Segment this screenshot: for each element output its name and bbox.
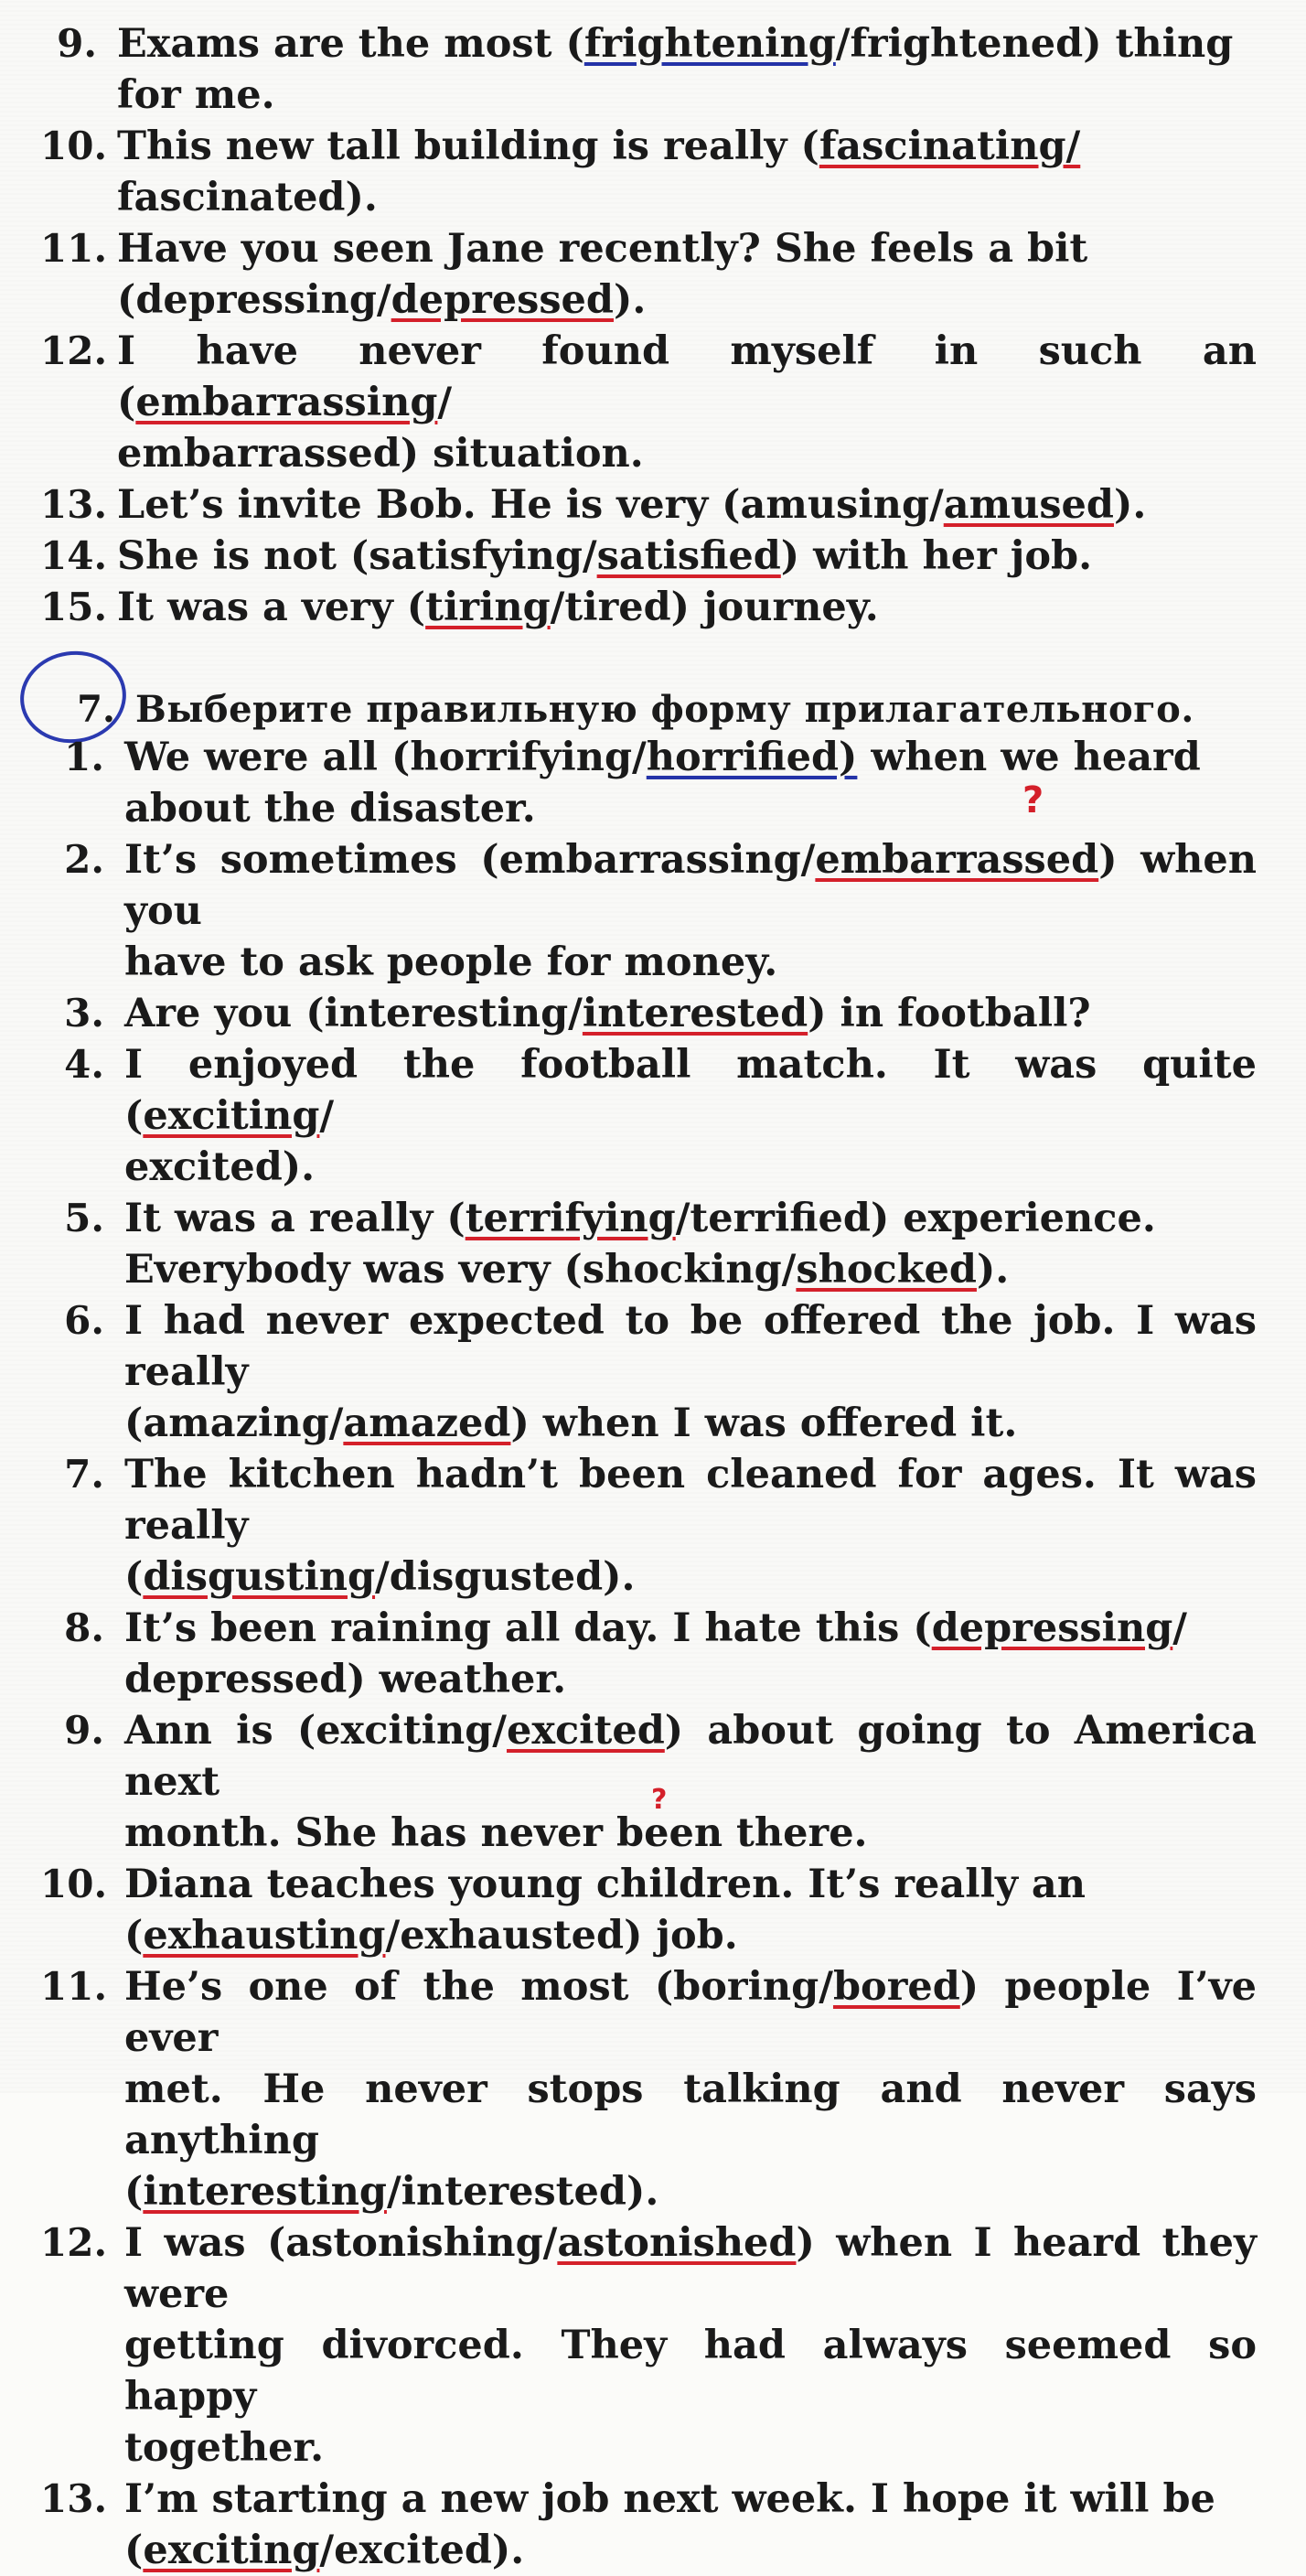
item-number: 13. — [40, 2476, 108, 2521]
item-number: 2. — [64, 837, 104, 882]
text-segment: Everybody was very (shocking/ — [124, 1247, 797, 1293]
text-segment: The kitchen hadn’t been cleaned for ages. It was really — [124, 1452, 1257, 1549]
underlined-answer: exciting — [143, 1093, 320, 1139]
exercise-item — [40, 479, 1257, 531]
underlined-answer: amused — [943, 482, 1114, 528]
text-line — [124, 1398, 1257, 1449]
underlined-answer: embarrassing — [135, 380, 438, 425]
text-line — [117, 223, 1257, 274]
item-text — [104, 1961, 1257, 2217]
item-number: 7. — [64, 1452, 104, 1497]
underlined-answer: interested — [582, 991, 808, 1036]
text-segment: I enjoyed the football match. It was quite ( — [124, 1042, 1257, 1139]
text-segment: /frightened) thing — [835, 21, 1234, 67]
text-line — [124, 2064, 1257, 2166]
text-segment: when we heard — [857, 735, 1201, 780]
item-number: 12. — [40, 328, 108, 373]
text-line — [117, 428, 1257, 479]
text-segment: I have never found myself in such an ( — [117, 328, 1257, 425]
text-segment: It was a really ( — [124, 1196, 466, 1241]
text-segment: depressed) weather. — [124, 1657, 567, 1702]
text-segment: (amazing/ — [124, 1401, 344, 1446]
item-text — [104, 834, 1257, 988]
underlined-answer: shocked — [796, 1247, 977, 1293]
text-segment: It’s sometimes (embarrassing/ — [124, 837, 816, 883]
text-segment: ) people I’ve ever — [124, 1964, 1257, 2061]
item-number: 5. — [64, 1196, 104, 1240]
exercise-item — [40, 121, 1257, 223]
item-text — [104, 1295, 1257, 1449]
text-segment: ) about going to America next — [124, 1708, 1257, 1805]
underlined-answer: depressed — [391, 277, 614, 323]
exercise-item — [40, 2217, 1257, 2474]
text-segment: I was (astonishing/ — [124, 2220, 558, 2266]
text-segment: together. — [124, 2425, 325, 2471]
item-text — [104, 1039, 1257, 1193]
text-line — [124, 1603, 1257, 1654]
text-line — [124, 1961, 1257, 2064]
exercise-part-1 — [40, 18, 1257, 633]
underlined-answer: excited — [506, 1708, 665, 1754]
item-number: 11. — [40, 1964, 108, 2009]
item-text — [104, 1449, 1257, 1603]
underlined-answer: embarrassed — [815, 837, 1099, 883]
item-number: 11. — [40, 226, 108, 271]
exercise-item — [40, 1961, 1257, 2217]
item-text — [104, 732, 1257, 834]
text-line — [117, 479, 1257, 531]
item-text — [97, 479, 1257, 531]
text-segment: / — [319, 1093, 335, 1139]
underlined-answer: exhausting — [143, 1913, 386, 1959]
item-number: 9. — [57, 21, 97, 66]
text-segment: She is not (satisfying/ — [117, 533, 597, 579]
underlined-answer: frightening — [583, 21, 836, 67]
text-segment: ) when I was offered it. — [510, 1401, 1018, 1446]
item-number: 8. — [64, 1605, 104, 1650]
text-line — [124, 1808, 1257, 1859]
exercise-item — [40, 223, 1257, 326]
text-segment: /tired) journey. — [550, 585, 879, 630]
exercise-item — [40, 1705, 1257, 1859]
text-line — [117, 274, 1257, 326]
item-number: 15. — [40, 585, 108, 629]
text-line — [124, 2217, 1257, 2320]
exercise-item — [40, 1859, 1257, 1961]
text-line — [124, 2525, 1257, 2576]
text-segment: for me. — [117, 72, 275, 118]
text-segment: /excited). — [319, 2528, 525, 2573]
text-line — [124, 1295, 1257, 1398]
text-line — [117, 582, 1257, 633]
text-segment: ). — [1113, 482, 1147, 528]
text-segment: Diana teaches young children. It’s really an — [124, 1862, 1087, 1907]
exercise-item — [40, 531, 1257, 582]
text-line — [117, 326, 1257, 428]
text-line — [124, 1449, 1257, 1551]
underlined-answer: depressing — [931, 1605, 1173, 1651]
text-segment: We were all (horrifying/ — [124, 735, 647, 780]
underlined-answer: amazed — [343, 1401, 511, 1446]
text-segment: Have you seen Jane recently? She feels a bit — [117, 226, 1088, 272]
text-segment: ( — [124, 2169, 144, 2215]
item-text — [97, 326, 1257, 479]
item-number: 3. — [64, 991, 104, 1036]
section-heading — [57, 679, 1246, 739]
text-segment: Exams are the most ( — [117, 21, 584, 67]
text-segment: /exhausted) job. — [385, 1913, 738, 1959]
text-line — [124, 2166, 1257, 2217]
item-number: 9. — [64, 1708, 104, 1753]
text-segment: / — [1172, 1605, 1188, 1651]
text-line — [117, 18, 1257, 70]
text-segment: (depressing/ — [117, 277, 391, 323]
item-text — [104, 1859, 1257, 1961]
text-line — [124, 2320, 1257, 2422]
exercise-item — [40, 988, 1257, 1039]
text-segment: He’s one of the most (boring/ — [124, 1964, 833, 2010]
item-number: 13. — [40, 482, 108, 527]
exercise-item — [40, 1039, 1257, 1193]
text-segment: It’s been raining all day. I hate this ( — [124, 1605, 932, 1651]
text-line — [124, 2474, 1257, 2525]
text-segment: / — [437, 380, 453, 425]
text-segment: embarrassed) situation. — [117, 431, 644, 477]
text-segment: /disgusted). — [375, 1554, 636, 1600]
item-text — [97, 582, 1257, 633]
text-segment: getting divorced. They had always seemed so happy — [124, 2323, 1257, 2420]
underlined-answer: disgusting — [143, 1554, 376, 1600]
exercise-item — [40, 582, 1257, 633]
underlined-answer: terrifying — [465, 1196, 676, 1241]
section-number: 7. — [77, 687, 115, 731]
underlined-answer: interesting — [143, 2169, 387, 2215]
item-text — [104, 1705, 1257, 1859]
exercise-item — [40, 18, 1257, 121]
text-line — [124, 1039, 1257, 1142]
text-segment: I’m starting a new job next week. I hope it will be — [124, 2476, 1215, 2522]
text-segment: ) in football? — [808, 991, 1091, 1036]
exercise-item — [40, 732, 1257, 834]
text-line — [124, 2422, 1257, 2474]
underlined-answer: bored — [832, 1964, 960, 2010]
text-segment: ). — [614, 277, 647, 323]
exercise-item — [40, 1449, 1257, 1603]
underlined-answer: fascinating/ — [819, 123, 1081, 169]
underlined-answer: exciting — [143, 2528, 320, 2573]
exercise-item — [40, 1603, 1257, 1705]
underlined-answer: satisfied — [596, 533, 781, 579]
text-line — [124, 1142, 1257, 1193]
text-line — [124, 1654, 1257, 1705]
underlined-answer: tiring — [425, 585, 551, 630]
item-number: 12. — [40, 2220, 108, 2265]
underlined-answer: horrified) — [646, 735, 858, 780]
text-line — [117, 70, 1257, 121]
text-line — [124, 732, 1257, 783]
item-number: 10. — [40, 1862, 108, 1906]
text-line — [117, 531, 1257, 582]
text-segment: ) when you — [124, 837, 1257, 934]
item-text — [104, 2217, 1257, 2474]
text-segment: ) with her job. — [780, 533, 1093, 579]
text-segment: excited). — [124, 1144, 316, 1190]
text-segment: /terrified) experience. — [675, 1196, 1156, 1241]
text-segment: have to ask people for money. — [124, 939, 778, 985]
text-segment: ). — [976, 1247, 1010, 1293]
item-number: 6. — [64, 1298, 104, 1343]
text-line — [124, 1705, 1257, 1808]
exercise-item — [40, 834, 1257, 988]
text-segment: met. He never stops talking and never says anything — [124, 2066, 1257, 2163]
item-text — [97, 18, 1257, 121]
text-line — [124, 937, 1257, 988]
item-text — [97, 531, 1257, 582]
text-segment: about the disaster. — [124, 786, 536, 832]
text-segment: month. She has never been there. — [124, 1810, 868, 1856]
text-segment: /interested). — [386, 2169, 659, 2215]
question-mark-annotation-2: ? — [651, 1784, 668, 1816]
text-line — [124, 1193, 1257, 1244]
text-segment: This new tall building is really ( — [117, 123, 819, 169]
text-segment: ( — [124, 1913, 144, 1959]
exercise-part-2 — [40, 732, 1257, 2576]
exercise-item — [40, 2474, 1257, 2576]
item-text — [97, 223, 1257, 326]
question-mark-annotation: ? — [1022, 779, 1044, 821]
text-segment: I had never expected to be offered the job. I was really — [124, 1298, 1257, 1395]
text-segment: ) when I heard they were — [124, 2220, 1257, 2317]
text-line — [117, 121, 1257, 172]
text-line — [124, 1244, 1257, 1295]
exercise-item — [40, 1193, 1257, 1295]
item-text — [97, 121, 1257, 223]
section-title: Выберите правильную форму прилагательного. — [135, 687, 1194, 731]
text-line — [124, 1910, 1257, 1961]
text-segment: Ann is (exciting/ — [124, 1708, 507, 1754]
text-line — [124, 1859, 1257, 1910]
item-number: 4. — [64, 1042, 104, 1087]
item-number: 14. — [40, 533, 108, 578]
item-text — [104, 1603, 1257, 1705]
text-line — [124, 1551, 1257, 1603]
exercise-item — [40, 326, 1257, 479]
text-segment: ( — [124, 2528, 144, 2573]
text-line — [124, 834, 1257, 937]
text-segment: Let’s invite Bob. He is very (amusing/ — [117, 482, 944, 528]
text-segment: It was a very ( — [117, 585, 426, 630]
item-number: 10. — [40, 123, 108, 168]
item-number: 1. — [64, 735, 104, 779]
text-line — [124, 783, 1257, 834]
text-segment: Are you (interesting/ — [124, 991, 583, 1036]
text-segment: ( — [124, 1554, 144, 1600]
text-line — [117, 172, 1257, 223]
underlined-answer: astonished — [557, 2220, 797, 2266]
text-line — [124, 988, 1257, 1039]
text-segment: fascinated). — [117, 175, 378, 220]
item-text — [104, 988, 1257, 1039]
item-text — [104, 2474, 1257, 2576]
item-text — [104, 1193, 1257, 1295]
exercise-item — [40, 1295, 1257, 1449]
